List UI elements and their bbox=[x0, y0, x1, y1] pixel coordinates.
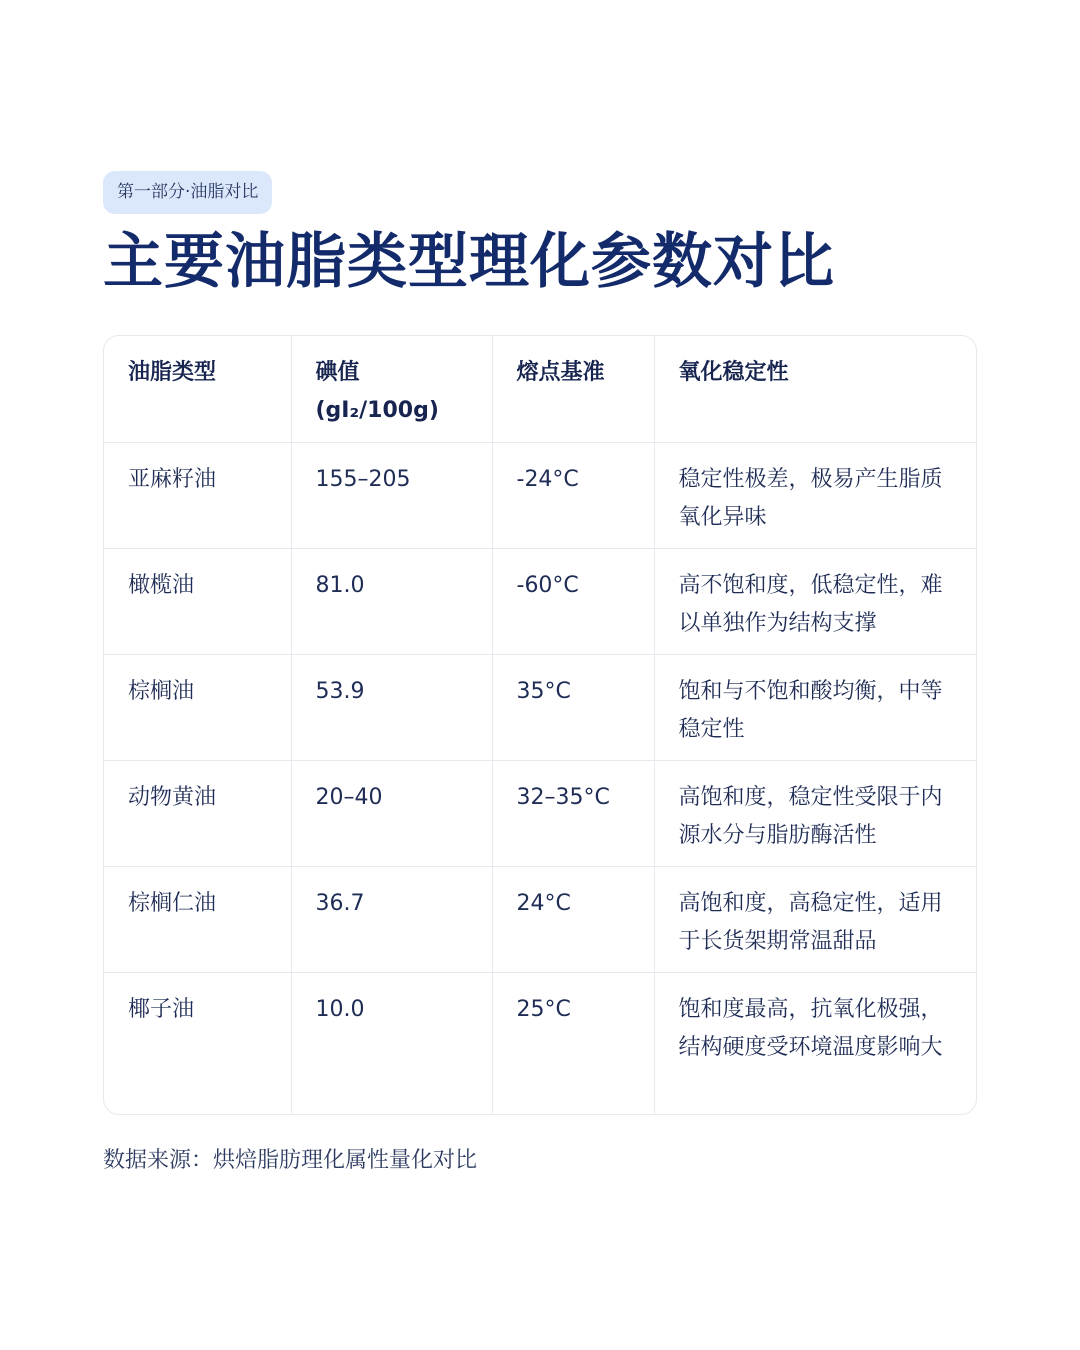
cell-oil-type: 橄榄油 bbox=[104, 548, 291, 654]
cell-oil-type: 棕榈油 bbox=[104, 654, 291, 760]
cell-melting: -24°C bbox=[492, 442, 654, 548]
cell-stability: 饱和度最高，抗氧化极强，结构硬度受环境温度影响大 bbox=[678, 996, 943, 1060]
cell-stability: 高不饱和度，低稳定性，难以单独作为结构支撑 bbox=[654, 548, 976, 654]
table-header-row bbox=[104, 336, 976, 442]
cell-oil-type: 动物黄油 bbox=[104, 760, 291, 866]
header-melting-point: 熔点基准 bbox=[492, 336, 654, 442]
header-iodine-unit: (gI₂/100g) bbox=[315, 398, 439, 423]
cell-iodine: 20–40 bbox=[291, 760, 492, 866]
table-row bbox=[104, 760, 976, 866]
cell-iodine: 81.0 bbox=[291, 548, 492, 654]
table-row bbox=[104, 866, 976, 972]
cell-oil-type: 亚麻籽油 bbox=[104, 442, 291, 548]
table-row bbox=[104, 972, 976, 1115]
header-iodine-label: 碘值 bbox=[315, 360, 360, 385]
cell-iodine: 36.7 bbox=[291, 866, 492, 972]
comparison-table bbox=[103, 335, 977, 1115]
cell-melting: 25°C bbox=[492, 972, 654, 1115]
table-row bbox=[104, 548, 976, 654]
cell-stability: 高饱和度，高稳定性，适用于长货架期常温甜品 bbox=[654, 866, 976, 972]
cell-oil-type: 棕榈仁油 bbox=[104, 866, 291, 972]
cell-iodine: 53.9 bbox=[291, 654, 492, 760]
header-iodine-value bbox=[291, 336, 492, 442]
cell-melting: 24°C bbox=[492, 866, 654, 972]
cell-melting: 32–35°C bbox=[492, 760, 654, 866]
cell-stability: 稳定性极差，极易产生脂质氧化异味 bbox=[654, 442, 976, 548]
table-row bbox=[104, 654, 976, 760]
cell-iodine: 10.0 bbox=[291, 972, 492, 1115]
cell-iodine: 155–205 bbox=[291, 442, 492, 548]
cell-melting: 35°C bbox=[492, 654, 654, 760]
table-row bbox=[104, 442, 976, 548]
cell-melting: -60°C bbox=[492, 548, 654, 654]
cell-stability: 高饱和度，稳定性受限于内源水分与脂肪酶活性 bbox=[654, 760, 976, 866]
cell-oil-type: 椰子油 bbox=[104, 972, 291, 1115]
header-oil-type: 油脂类型 bbox=[104, 336, 291, 442]
section-badge: 第一部分·油脂对比 bbox=[103, 171, 272, 214]
data-source-note: 数据来源：烘焙脂肪理化属性量化对比 bbox=[103, 1148, 478, 1173]
header-oxidation-stability: 氧化稳定性 bbox=[654, 336, 976, 442]
cell-stability: 饱和与不饱和酸均衡，中等稳定性 bbox=[654, 654, 976, 760]
page-title: 主要油脂类型理化参数对比 bbox=[103, 227, 835, 297]
